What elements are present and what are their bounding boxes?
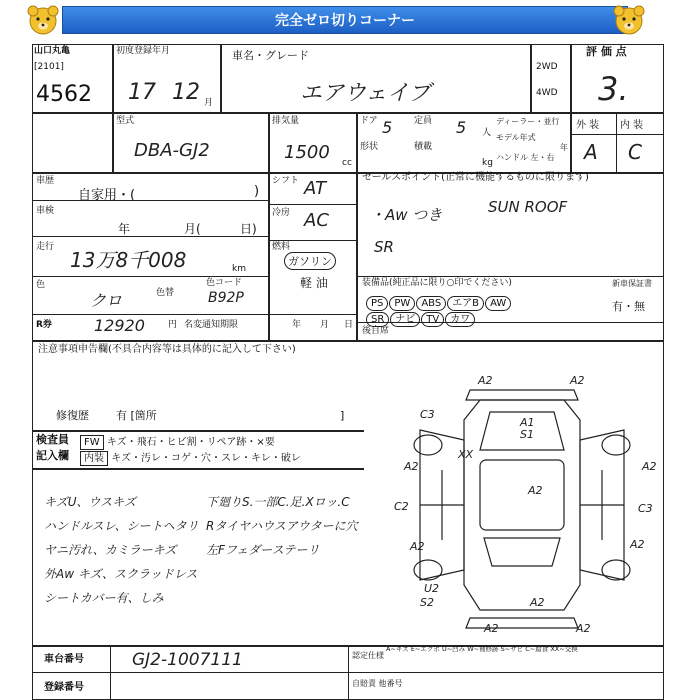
recycle-value: 12920 (94, 316, 145, 335)
lot-code: [2101] (34, 62, 64, 72)
capacity-label: 定員 (414, 116, 433, 126)
mark-label: 自賠責 他番号 (352, 679, 403, 688)
mileage-value: 13万8千008 (70, 248, 187, 272)
diagram-legend: A~キズ E~エクボ U~凹み W~補修跡 S~サビ C~腐食 XX~交換 (386, 645, 578, 653)
divider (32, 200, 268, 201)
roof-outline (480, 460, 564, 530)
door-value: 5 (382, 118, 393, 137)
interior-label: 内 装 (620, 120, 644, 131)
name-change-year: 年 (292, 320, 302, 330)
mileage-label: 走行 (36, 242, 55, 252)
divider (570, 44, 572, 172)
shape-label: 形状 (360, 142, 379, 152)
damage-mark: A2 (642, 460, 657, 473)
exterior-value: A (584, 140, 598, 164)
divider (32, 340, 664, 342)
handwritten-left (44, 490, 199, 610)
exterior-label: 外 装 (576, 120, 600, 131)
bear-mascot-right-icon (612, 3, 646, 37)
rear-bumper-outline (466, 618, 578, 628)
model-year-label: モデル年式 (496, 133, 536, 142)
damage-mark: A2 (478, 374, 493, 387)
equipment-label: 装備品(純正品に限り○印でください) (362, 278, 512, 288)
handwritten-line: Rタイヤハウスアウターに穴 (206, 519, 358, 533)
chassis-label: 車台番号 (44, 654, 84, 665)
equipment-chip: SR (366, 312, 389, 327)
equipment-chip: TV (421, 312, 444, 327)
door-label: ドア (360, 116, 378, 126)
damage-mark: A2 (528, 484, 543, 497)
divider (616, 112, 617, 172)
damage-mark: C3 (420, 408, 435, 421)
score-value: 3. (598, 70, 629, 108)
first-reg-month-unit: 月 (204, 98, 214, 108)
handwritten-line: 左Fフェダーステーリ (206, 543, 320, 557)
displacement-label: 排気量 (272, 116, 300, 126)
handwritten-line: キズU、ウスキズ (44, 495, 136, 509)
divider (32, 236, 268, 237)
score-label: 評 価 点 (586, 45, 627, 58)
inspection-day: 日) (240, 222, 257, 236)
handwritten-line: ハンドルスレ、シートヘタリ (44, 519, 199, 533)
inspection-month: 月( (184, 222, 201, 236)
inner-label: 内装 (80, 451, 108, 466)
recycle-label: R券 (36, 320, 52, 330)
type-label: 型式 (116, 116, 135, 126)
damage-mark: XX (458, 448, 474, 461)
damage-mark: U2 (424, 582, 440, 595)
divider (268, 204, 356, 205)
sales-point-line3: SR (374, 238, 394, 256)
divider (268, 240, 356, 241)
load-unit: kg (482, 158, 493, 168)
divider (220, 44, 222, 112)
front-bumper-outline (466, 390, 578, 400)
entry-label: 記入欄 (36, 449, 69, 462)
first-reg-year: 17 (128, 80, 156, 105)
type-value: DBA-GJ2 (134, 140, 210, 161)
first-reg-month: 12 (172, 80, 200, 105)
sales-point-line1: ・Aw つき (370, 206, 443, 224)
first-reg-label: 初度登録年月 (116, 46, 171, 56)
history-value: 自家用・( (78, 188, 136, 203)
recycle-unit: 円 (168, 320, 178, 330)
color-label: 色 (36, 280, 46, 290)
equipment-chip: PW (389, 296, 415, 311)
lot-number: 4562 (36, 82, 92, 107)
equipment-row2 (366, 307, 476, 327)
wheel-rl-outline (414, 560, 442, 580)
divider (32, 430, 364, 432)
interior-value: C (628, 140, 642, 164)
handwritten-line: 下廻りS.一部C.足.Xロッ.C (206, 495, 350, 509)
equipment-chip: エアB (447, 296, 484, 311)
name-change-label: 名変通知期限 (184, 320, 239, 330)
cooler-value: AC (304, 210, 329, 231)
drive-4wd: 4WD (536, 88, 558, 98)
divider (112, 44, 114, 172)
capacity-value: 5 (456, 118, 467, 137)
damage-mark: A2 (484, 622, 499, 635)
damage-mark: A2 (410, 540, 425, 553)
damage-mark: S1 (520, 428, 534, 441)
equipment-chip: PS (366, 296, 388, 311)
fuel-label: 燃料 (272, 242, 291, 252)
divider (32, 468, 364, 470)
handle-label: ハンドル 左・右 (496, 153, 555, 162)
reg-label: 登録番号 (44, 682, 84, 693)
equipment-chip: AW (485, 296, 511, 311)
model-year-unit: 年 (560, 143, 568, 152)
name-change-month: 月 (320, 320, 330, 330)
divider (356, 276, 664, 277)
equipment-chip: ナビ (390, 312, 420, 327)
damage-mark: A2 (530, 596, 545, 609)
wheel-rr-outline (602, 560, 630, 580)
displacement-unit: cc (342, 158, 352, 168)
chassis-value: GJ2-1007111 (132, 650, 243, 670)
model-name: エアウェイブ (300, 81, 431, 106)
divider (268, 112, 270, 340)
damage-mark: A1 (520, 416, 535, 429)
cert-label: 認定仕様 (352, 651, 384, 660)
car-damage-diagram (380, 370, 664, 640)
damage-mark: S2 (420, 596, 434, 609)
repair-value: 有 [箇所 (116, 409, 157, 422)
history-label: 車歴 (36, 176, 55, 186)
inspection-year: 年 (118, 222, 131, 236)
rear-seat-label: 後自席 (362, 326, 390, 336)
inspector-row2 (80, 449, 301, 466)
divider (32, 314, 356, 315)
repair-label: 修復歴 (56, 409, 89, 422)
color-code-label: 色コード (206, 278, 243, 288)
warranty-value: 有・無 (612, 300, 645, 313)
divider (110, 645, 111, 700)
shift-value: AT (304, 178, 326, 199)
auction-name: 山口丸亀 (34, 46, 71, 56)
damage-mark: C2 (394, 500, 409, 513)
inspector-row1-items: キズ・飛石・ヒビ割・リペア跡・×要 (106, 437, 275, 448)
name-change-day: 日 (344, 320, 354, 330)
inspection-label: 車検 (36, 206, 55, 216)
fuel-diesel: 軽 油 (300, 276, 328, 290)
new-car-warranty-label: 新車保証書 (612, 279, 652, 288)
divider (530, 44, 532, 112)
repair-close: ] (340, 409, 345, 422)
handwritten-line: シートカバー有、しみ (44, 591, 164, 605)
banner-title: 完全ゼロ切りコーナー (62, 6, 628, 34)
model-label: 車名・グレード (232, 49, 309, 62)
sales-point-label: セールスポイント(正常に機能するものに限ります) (362, 172, 589, 183)
handwritten-line: ヤニ汚れ、カミラーキズ (44, 543, 177, 557)
shift-label: シフト (272, 176, 300, 186)
displacement-value: 1500 (284, 142, 330, 163)
capacity-unit: 人 (482, 128, 492, 138)
divider (32, 276, 268, 277)
divider (570, 134, 664, 135)
fw-label: FW (80, 435, 104, 450)
handwritten-right (206, 490, 358, 562)
wheel-fr-outline (602, 435, 630, 455)
divider (356, 112, 358, 340)
damage-mark: A2 (630, 538, 645, 551)
equipment-chip: ABS (416, 296, 446, 311)
color-value: クロ (90, 291, 123, 310)
wheel-fl-outline (414, 435, 442, 455)
bear-mascot-left-icon (26, 3, 60, 37)
color-code-value: B92P (208, 290, 244, 306)
rear-window-outline (484, 538, 560, 566)
cooler-label: 冷房 (272, 208, 291, 218)
dealer-label: ディーラー・並行 (496, 117, 560, 126)
damage-mark: A2 (576, 622, 591, 635)
mileage-unit: km (232, 264, 246, 274)
handwritten-line: 外Aw キズ、スクラッドレス (44, 567, 198, 581)
inspector-row2-items: キズ・汚レ・コゲ・穴・スレ・キレ・破レ (111, 453, 301, 464)
sales-point-line2: SUN ROOF (488, 198, 568, 216)
drive-2wd: 2WD (536, 62, 558, 72)
equipment-chip: カワ (445, 312, 475, 327)
damage-mark: A2 (404, 460, 419, 473)
damage-mark: C3 (638, 502, 653, 515)
fuel-gas: ガソリン (284, 252, 336, 270)
damage-mark: A2 (570, 374, 585, 387)
color-swap-label: 色替 (156, 288, 175, 298)
inspector-label: 検査員 (36, 433, 69, 446)
divider (348, 645, 349, 700)
load-label: 積載 (414, 142, 433, 152)
notes-label: 注意事項申告欄(不具合内容等は具体的に記入して下さい) (38, 344, 296, 355)
inspector-row1 (80, 433, 275, 450)
history-close: ) (254, 184, 260, 199)
